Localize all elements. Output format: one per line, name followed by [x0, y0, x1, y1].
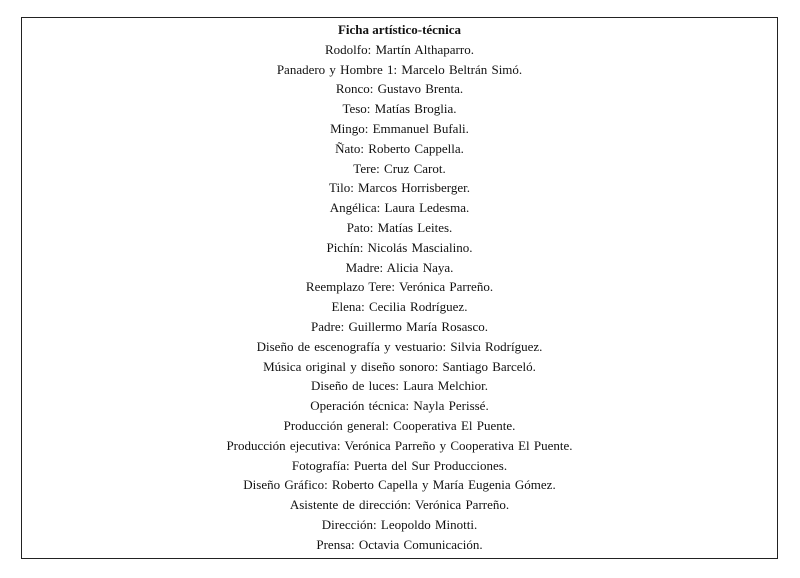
credit-line-madre: Madre: Alicia Naya. [345, 259, 454, 275]
credit-line-teso: Teso: Matías Broglia. [342, 101, 457, 117]
credit-line-asistente: Asistente de dirección: Verónica Parreño. [289, 497, 510, 513]
credit-line-fotografia: Fotografía: Puerta del Sur Producciones. [291, 457, 508, 473]
credit-line-elena: Elena: Cecilia Rodríguez. [331, 299, 468, 315]
credits-sheet [22, 20, 777, 555]
credit-line-angelica: Angélica: Laura Ledesma. [329, 200, 470, 216]
credit-line-pato: Pato: Matías Leites. [346, 219, 453, 235]
credit-line-panadero: Panadero y Hombre 1: Marcelo Beltrán Simó. [276, 61, 523, 77]
credit-line-escenografia: Diseño de escenografía y vestuario: Silvia Rodríguez. [256, 338, 543, 354]
credit-line-prensa: Prensa: Octavia Comunicación. [316, 536, 483, 552]
credit-line-produccion-ejecutiva: Producción ejecutiva: Verónica Parreño y Cooperativa El Puente. [226, 437, 573, 453]
credit-line-pichin: Pichín: Nicolás Mascialino. [326, 239, 473, 255]
credit-line-operacion: Operación técnica: Nayla Perissé. [310, 398, 489, 414]
credit-line-produccion-general: Producción general: Cooperativa El Puente. [283, 417, 516, 433]
credit-line-nato: Ñato: Roberto Cappella. [335, 140, 464, 156]
credit-line-tilo: Tilo: Marcos Horrisberger. [328, 180, 471, 196]
credits-sheet-frame [21, 17, 778, 559]
credit-line-padre: Padre: Guillermo María Rosasco. [310, 318, 488, 334]
credit-line-musica: Música original y diseño sonoro: Santiago Barceló. [263, 358, 536, 374]
credit-line-reemplazo-tere: Reemplazo Tere: Verónica Parreño. [305, 279, 494, 295]
credit-line-tere: Tere: Cruz Carot. [353, 160, 446, 176]
credit-line-diseno-grafico: Diseño Gráfico: Roberto Capella y María Eugenia Gómez. [243, 477, 556, 493]
sheet-title: Ficha artístico-técnica [337, 22, 462, 37]
credit-line-rodolfo: Rodolfo: Martín Althaparro. [325, 41, 474, 57]
credit-line-direccion: Dirección: Leopoldo Minotti. [321, 516, 478, 532]
credit-line-ronco: Ronco: Gustavo Brenta. [335, 81, 464, 97]
credit-line-luces: Diseño de luces: Laura Melchior. [311, 378, 488, 394]
credit-line-mingo: Mingo: Emmanuel Bufali. [330, 120, 469, 136]
